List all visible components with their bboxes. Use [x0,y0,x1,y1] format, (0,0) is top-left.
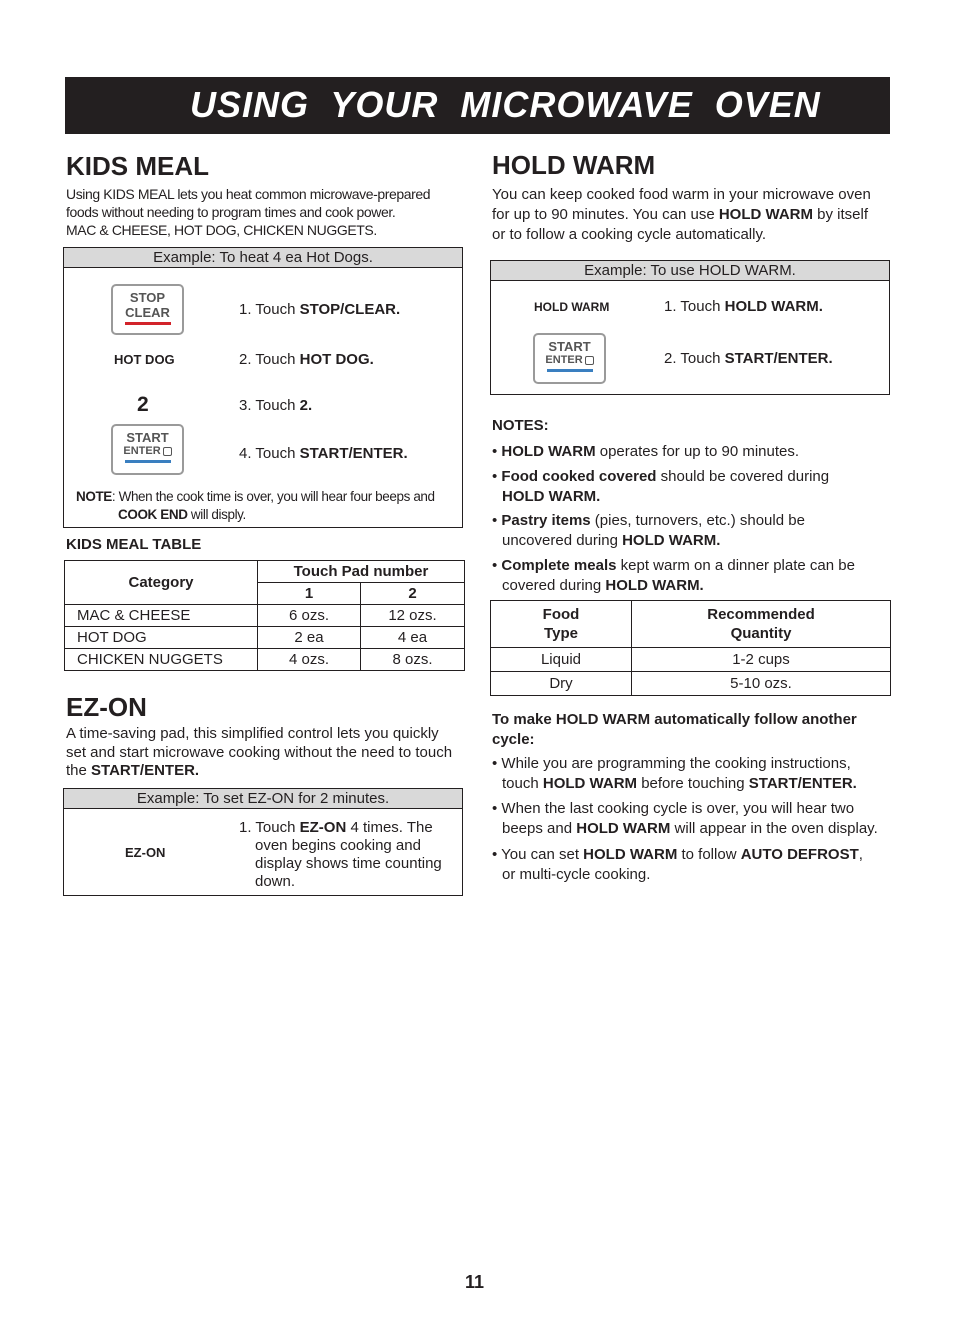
step-bold: EZ-ON [299,819,347,836]
bullet-bold: AUTO DEFROST [740,846,859,863]
step-bold: HOT DOG. [299,351,374,368]
step-text: 3. Touch [239,397,300,414]
intro-line: set and start microwave cooking without the need to touch [66,743,453,761]
intro-line: or to follow a cooking cycle automatically. [492,226,767,243]
key-label: CLEAR [125,305,170,320]
lock-icon [585,356,594,365]
bullet-bold: START/ENTER. [748,774,857,792]
note-bold: HOLD WARM [501,443,596,460]
intro-line [66,762,466,781]
step-text: 4. Touch [239,445,300,462]
auto-bullet: • While you are programming the cooking instructions, touch HOLD WARM before touching START/ENTER. [492,755,857,792]
bullet-text: When the last cooking cycle is over, you will hear two [501,800,855,817]
ez-on-step [239,819,454,891]
table-cell: 8 ozs. [361,649,465,671]
table-header: 1 [258,583,361,605]
table-row [65,627,465,649]
table-cell: 2 ea [258,627,361,649]
intro-line: foods without needing to program times and cook power. [66,204,396,220]
intro-line: You can keep cooked food warm in your microwave oven [492,186,871,203]
note-text: should be covered during [656,468,830,485]
table-cell: Liquid [491,648,632,672]
key-sub-label [113,445,182,458]
kids-step-3 [239,396,312,415]
intro-bold: START/ENTER. [91,762,200,779]
note-text: kept warm on a dinner plate can be [616,557,855,574]
note-item: • Complete meals kept warm on a dinner plate can be covered during HOLD WARM. [492,557,855,594]
step-text: 1. Touch [239,819,300,836]
intro-line: Using KIDS MEAL lets you heat common microwave-prepared [66,186,431,202]
note-text: operates for up to 90 minutes. [595,443,800,460]
table-header [491,601,632,648]
hold-warm-table [490,600,891,696]
step-bold: STOP/CLEAR. [299,301,401,318]
kids-meal-intro [66,185,466,239]
hot-dog-key-label: HOT DOG [114,352,175,367]
title-line: cycle: [492,730,535,748]
note-bold: HOLD WARM. [605,576,704,594]
hold-warm-intro [492,185,892,245]
table-cell: 4 ozs. [258,649,361,671]
kids-meal-heading: KIDS MEAL [66,151,209,181]
bullet-text: to follow [677,846,741,863]
step-text: 1. Touch [664,298,725,315]
kids-step-2 [239,350,374,369]
kids-meal-table [64,560,465,671]
table-cell: 1-2 cups [632,648,891,672]
hold-step-2 [664,349,833,368]
kids-meal-note [76,488,456,524]
start-enter-key [111,424,184,475]
intro-text: the [66,762,92,779]
table-header: Touch Pad number [258,561,465,583]
bullet-bold: HOLD WARM [576,819,671,837]
key-underline [125,460,171,463]
bullet-text: You can set [501,846,584,863]
step-text: 4 times. The [346,819,433,836]
table-header-row [65,561,465,583]
example-header: Example: To set EZ-ON for 2 minutes. [64,789,462,809]
note-label: NOTE [76,489,112,504]
table-cell: 12 ozs. [361,605,465,627]
bullet-text: will appear in the oven display. [670,819,878,837]
auto-bullet: • You can set HOLD WARM to follow AUTO DEFROST, or multi-cycle cooking. [492,845,902,884]
note-text: : When the cook time is over, you will hear four beeps and [111,489,435,504]
hold-warm-heading: HOLD WARM [492,150,656,180]
table-cell: MAC & CHEESE [65,605,258,627]
note-text: will disply. [187,507,246,522]
header-line: Food [542,606,580,623]
note-item: • Pastry items (pies, turnovers, etc.) should be uncovered during HOLD WARM. [492,512,805,549]
note-bold: Pastry items [501,512,591,529]
step-line: oven begins cooking and [255,837,421,854]
key-underline [125,322,171,325]
intro-line: A time-saving pad, this simplified control lets you quickly [66,725,439,742]
table-header-row [491,601,891,648]
key-label: ENTER [123,445,161,457]
ez-on-heading: EZ-ON [66,692,147,722]
table-row [491,648,891,672]
example-header: Example: To use HOLD WARM. [491,261,889,281]
header-line: Recommended [707,606,815,623]
table-cell: 5-10 ozs. [632,672,891,696]
example-header: Example: To heat 4 ea Hot Dogs. [64,248,462,268]
auto-bullet: • When the last cooking cycle is over, you will hear two beeps and HOLD WARM will appear in the oven display. [492,800,878,837]
notes-title: NOTES: [492,417,549,434]
note-text: uncovered during [502,531,623,549]
kids-step-4 [239,444,408,463]
stop-clear-key [111,284,184,335]
note-text: covered during [502,576,606,594]
table-row [65,649,465,671]
note-text: (pies, turnovers, etc.) should be [590,512,805,529]
hold-step-1 [664,297,823,316]
table-cell: CHICKEN NUGGETS [65,649,258,671]
note-bold: HOLD WARM. [622,531,721,549]
page-number: 11 [465,1272,485,1292]
key-label: START [126,430,169,445]
table-cell: HOT DOG [65,627,258,649]
step-text: 1. Touch [239,301,300,318]
step-line: down. [255,873,296,890]
intro-line [492,205,892,225]
step-bold: HOLD WARM. [724,298,823,315]
header-line: Type [544,625,578,642]
kids-meal-table-title: KIDS MEAL TABLE [66,536,202,553]
bullet-text: touch [502,774,543,792]
ez-on-intro [66,725,466,781]
key-label: START [548,339,591,354]
note-bold: HOLD WARM. [502,487,601,505]
table-row [65,605,465,627]
table-cell: 4 ea [361,627,465,649]
bullet-text: , [858,846,863,863]
intro-bold: HOLD WARM [718,206,813,223]
ez-on-key-label: EZ-ON [125,845,166,860]
step-line [239,819,454,837]
step-bold: START/ENTER. [724,350,833,367]
table-header: 2 [361,583,465,605]
intro-text: by itself [812,206,869,223]
bullet-text: before touching [637,774,749,792]
key-label: ENTER [545,354,583,366]
note-bold: Food cooked covered [501,468,657,485]
table-header: Category [65,561,258,605]
title-line: To make HOLD WARM automatically follow another [492,711,857,728]
step-bold: START/ENTER. [299,445,408,462]
number-2-key-label: 2 [137,393,149,416]
page-title: USING YOUR MICROWAVE OVEN [190,84,821,125]
table-header [632,601,891,648]
key-label: STOP [129,290,166,305]
step-bold: 2. [299,397,313,414]
bullet-text: or multi-cycle cooking. [502,865,651,883]
start-enter-key [533,333,606,384]
intro-line: MAC & CHEESE, HOT DOG, CHICKEN NUGGETS. [66,222,377,238]
lock-icon [163,447,172,456]
key-underline [547,369,593,372]
bullet-bold: HOLD WARM [542,774,638,792]
note-item: • HOLD WARM operates for up to 90 minutes. [492,443,800,460]
bullet-text: While you are programming the cooking instructions, [501,755,851,772]
key-sub-label [535,354,604,367]
step-line: display shows time counting [255,855,442,872]
table-cell: 6 ozs. [258,605,361,627]
hold-warm-key-label: HOLD WARM [534,300,610,314]
step-text: 2. Touch [664,350,725,367]
bullet-bold: HOLD WARM [583,846,678,863]
intro-text: for up to 90 minutes. You can use [492,206,719,223]
table-row [491,672,891,696]
header-line: Quantity [730,625,792,642]
note-bold: COOK END [118,507,188,522]
bullet-text: beeps and [502,819,577,837]
kids-step-1 [239,300,400,319]
note-item: • Food cooked covered should be covered during HOLD WARM. [492,468,830,505]
table-cell: Dry [491,672,632,696]
step-text: 2. Touch [239,351,300,368]
auto-follow-title [492,710,892,749]
note-bold: Complete meals [501,557,617,574]
